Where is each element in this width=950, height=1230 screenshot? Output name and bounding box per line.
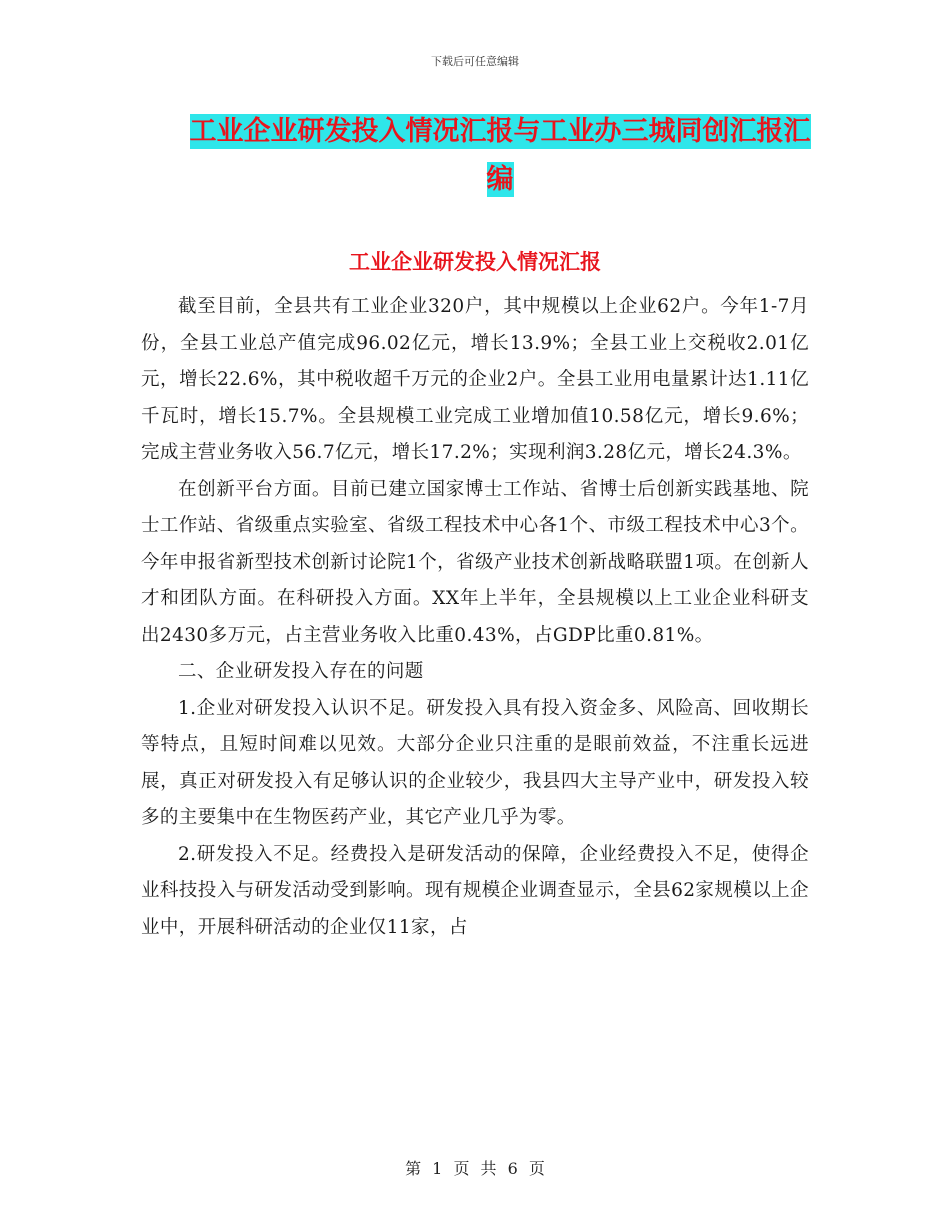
page-footer: 第 1 页 共 6 页 bbox=[405, 1159, 545, 1178]
paragraph-problem-2: 2.研发投入不足。经费投入是研发活动的保障，企业经费投入不足，使得企业科技投入与研发活动受到影响。现有规模企业调查显示，全县62家规模以上企业中，开展科研活动的企业仅11家，占 bbox=[141, 843, 809, 938]
paragraph-overview: 截至目前，全县共有工业企业320户，其中规模以上企业62户。今年1-7月份，全县工业总产值完成96.02亿元，增长13.9%；全县工业上交税收2.01亿元，增长22.6%，其中税收超千万元的企业2户。全县工业用电量累计达1.11亿千瓦时，增长15.7%。全县规模工业完成工业增加值10.58亿元，增长9.6%；完成主营业务收入56.7亿元，增长17.2%；实现利润3.28亿元，增长24.3%。 bbox=[141, 296, 809, 463]
paragraph-innovation-platform: 在创新平台方面。目前已建立国家博士工作站、省博士后创新实践基地、院士工作站、省级重点实验室、省级工程技术中心各1个、市级工程技术中心3个。今年申报省新型技术创新讨论院1个，省级产业技术创新战略联盟1项。在创新人才和团队方面。在科研投入方面。XX年上半年，全县规模以上工业企业科研支出2430多万元，占主营业务收入比重0.43%，占GDP比重0.81%。 bbox=[141, 478, 809, 646]
body-text bbox=[141, 289, 809, 946]
paragraph-heading-problems: 二、企业研发投入存在的问题 bbox=[178, 661, 424, 682]
document-title bbox=[140, 108, 860, 204]
header-note: 下载后可任意编辑 bbox=[431, 55, 519, 68]
document-title-line-2: 编 bbox=[486, 164, 514, 195]
section-title: 工业企业研发投入情况汇报 bbox=[349, 250, 601, 274]
document-title-line-1: 工业企业研发投入情况汇报与工业办三城同创汇报汇 bbox=[189, 116, 811, 147]
paragraph-problem-1: 1.企业对研发投入认识不足。研发投入具有投入资金多、风险高、回收期长等特点，且短时间难以见效。大部分企业只注重的是眼前效益，不注重长远进展，真正对研发投入有足够认识的企业较少，我县四大主导产业中，研发投入较多的主要集中在生物医药产业，其它产业几乎为零。 bbox=[141, 697, 809, 828]
